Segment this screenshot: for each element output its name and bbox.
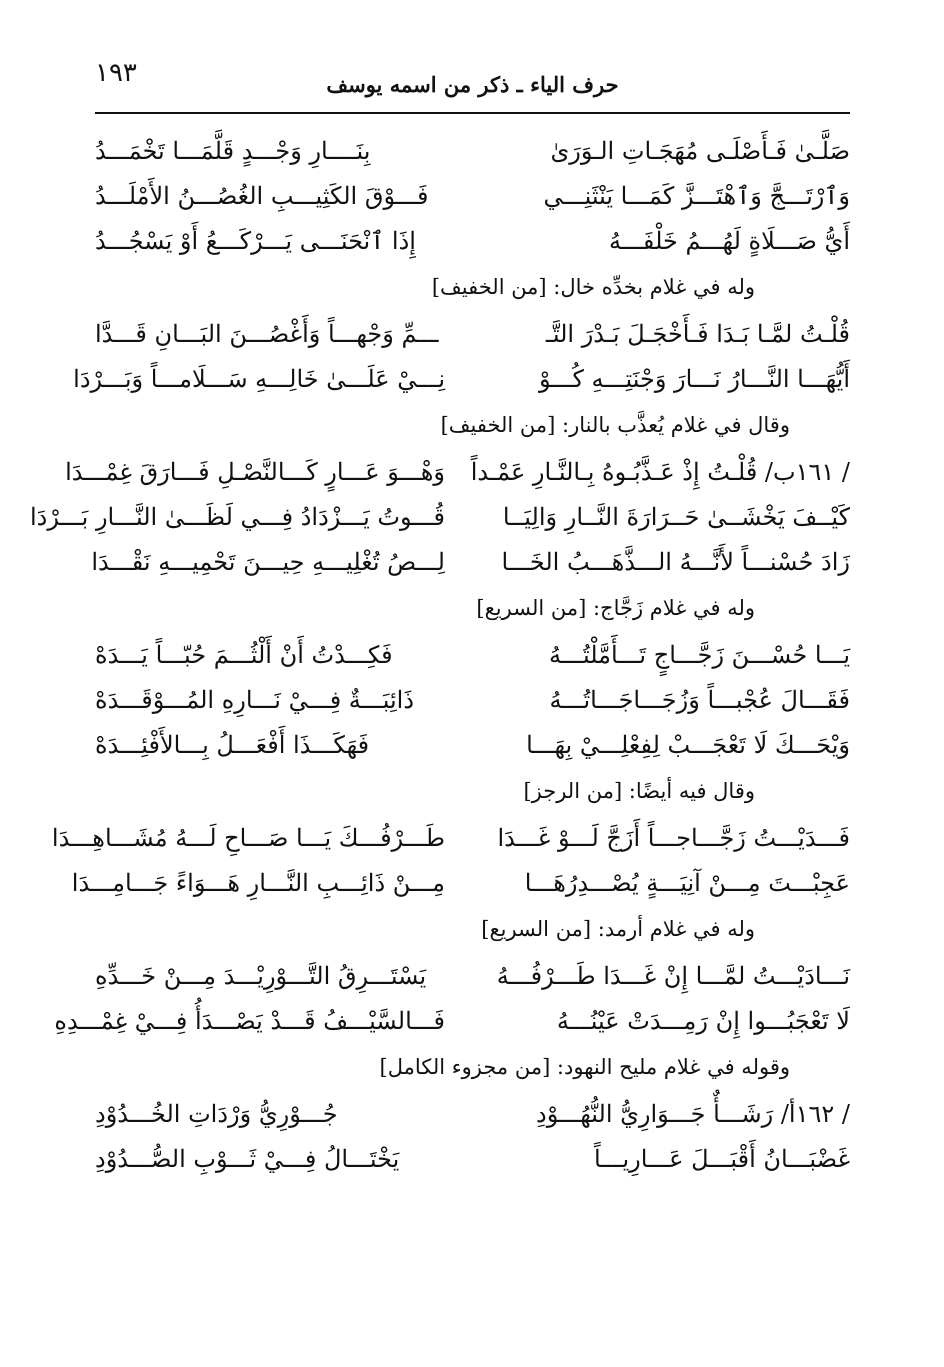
section-heading: وله في غلام أرمد: [من السريع] bbox=[481, 917, 755, 941]
verse-line bbox=[54, 998, 850, 1043]
first-hemistich: نَـــادَيْـــتُ لمَّـــا إِنْ غَـــدَا طَـــرْفُـــهُ bbox=[496, 961, 850, 990]
first-hemistich: زَادَ حُسْنـــاً لأَنَّـــهُ الـــذَّهَـــبُ الخَـــا bbox=[501, 547, 850, 576]
section-heading: وقال في غلام يُعذَّب بالنار: [من الخفيف] bbox=[440, 413, 790, 437]
verse-line bbox=[95, 173, 850, 218]
second-hemistich: مِـــنْ ذَائِـــبِ النَّـــارِ هَـــوَاءً جَـــامِـــدَا bbox=[71, 868, 445, 897]
verse-line bbox=[73, 356, 850, 401]
verse-line bbox=[91, 539, 850, 584]
section-heading: وقال فيه أيضًا: [من الرجز] bbox=[523, 779, 755, 803]
second-hemistich: فَهَكَـــذَا أَفْعَـــلُ بِـــالأَفْئِـــدَهْ bbox=[95, 730, 370, 759]
second-hemistich: إِذَا ٱنْحَنَـــى يَـــرْكَـــعُ أَوْ يَسْجُـــدُ bbox=[95, 226, 416, 255]
verse-line bbox=[65, 449, 850, 494]
running-title: حرف الياء ـ ذكر من اسمه يوسف bbox=[326, 72, 619, 97]
second-hemistich: ـــمِّ وَجْهـــاً وَأَغْصُـــنَ البَـــانِ قَـــدَّا bbox=[95, 319, 439, 348]
verse-line bbox=[95, 722, 850, 767]
first-hemistich: يَـــا حُسْـــنَ زَجَّـــاجٍ تَـــأَمَّلْتُـــهُ bbox=[549, 640, 850, 669]
page-header bbox=[95, 58, 850, 108]
second-hemistich: يَخْتَـــالُ فِـــيْ ثَـــوْبِ الصُّـــدُوْدِ bbox=[95, 1144, 400, 1173]
first-hemistich: فَـــدَيْـــتُ زَجَّـــاجـــاً أَزَجَّ لَـــوْ غَـــدَا bbox=[497, 823, 850, 852]
second-hemistich: فَـــالسَّيْـــفُ قَـــدْ يَصْـــدَأُ فِـــيْ غِمْـــدِهِ bbox=[54, 1006, 445, 1035]
verse-line bbox=[95, 311, 850, 356]
second-hemistich: يَسْتَـــرِقُ التَّـــوْرِيْـــدَ مِـــنْ خَـــدِّهِ bbox=[95, 961, 427, 990]
verse-line bbox=[95, 953, 850, 998]
section-heading: وله في غلام بخدِّه خال: [من الخفيف] bbox=[431, 275, 755, 299]
verse-line bbox=[95, 218, 850, 263]
first-hemistich: وَيْحَـــكَ لَا تَعْجَـــبْ لِفِعْلِـــيْ بِهَـــا bbox=[526, 730, 850, 759]
header-rule bbox=[95, 112, 850, 114]
verse-line bbox=[95, 1136, 850, 1181]
first-hemistich: صَلَّـىٰ فَـأَصْلَـى مُهَجَـاتِ الـوَرَىٰ bbox=[550, 136, 850, 165]
first-hemistich: قُلْـتُ لمَّـا بَـدَا فَـأَخْجَـلَ بَـدْرَ التَّـ bbox=[545, 319, 850, 348]
second-hemistich: وَهْـــوَ عَـــارٍ كَـــالنَّصْـلِ فَـــارَقَ غِمْـــدَا bbox=[65, 457, 445, 486]
first-hemistich: / ١٦٢أ/ رَشَـــأٌ جَـــوَارِيُّ النُّهُـــوْدِ bbox=[536, 1099, 850, 1128]
first-hemistich: لَا تَعْجَبُـــوا إِنْ رَمِـــدَتْ عَيْنُـــهُ bbox=[556, 1006, 850, 1035]
page-number: ١٩٣ bbox=[95, 58, 137, 88]
second-hemistich: جُـــوْرِيُّ وَرْدَاتِ الخُـــدُوْدِ bbox=[95, 1099, 338, 1128]
section-heading: وله في غلام زَجَّاج: [من السريع] bbox=[476, 596, 755, 620]
second-hemistich: لِـــصُ تُغْلِيـــهِ حِيـــنَ تَحْمِيـــهِ نَقْـــدَا bbox=[91, 547, 445, 576]
second-hemistich: فَكِـــدْتُ أَنْ أَلْثُـــمَ حُبّـــاً يَـــدَهْ bbox=[95, 640, 393, 669]
second-hemistich: بِنَــــارِ وَجْـــدٍ قَلَّمَـــا تَخْمَـــدُ bbox=[95, 136, 371, 165]
verse-line bbox=[95, 632, 850, 677]
first-hemistich: وَٱرْتَـــجَّ وَٱهْتَـــزَّ كَمَـــا يَنْثَنِـــي bbox=[543, 181, 850, 210]
verse-line bbox=[29, 494, 850, 539]
first-hemistich: أَيُّهَـــا النَّـــارُ نَـــارَ وَجْنَتِـــهِ كُـــوْ bbox=[538, 364, 850, 393]
second-hemistich: طَـــرْفُـــكَ يَـــا صَـــاحِ لَـــهُ مُشَـــاهِـــدَا bbox=[51, 823, 445, 852]
second-hemistich: نِـــيْ عَلَـــىٰ خَالِـــهِ سَـــلَامـــاً وَبَـــرْدَا bbox=[73, 364, 445, 393]
second-hemistich: فَـــوْقَ الكَثِيـــبِ الغُصُـــنُ الأَمْلَـــدُ bbox=[95, 181, 429, 210]
poem-body bbox=[29, 128, 850, 1181]
first-hemistich: / ١٦١ب/ قُلْـتُ إِذْ عَـذَّبُـوهُ بِـالنَّـارِ عَمْـداً bbox=[470, 457, 850, 486]
verse-line bbox=[51, 815, 850, 860]
first-hemistich: كَيْــفَ يَخْشَــىٰ حَــرَارَةَ النَّــارِ وَالِيَــا bbox=[502, 502, 850, 531]
verse-line bbox=[95, 128, 850, 173]
second-hemistich: قُـــوتُ يَـــزْدَادُ فِـــي لَظَـــىٰ النَّـــارِ بَـــرْدَا bbox=[29, 502, 445, 531]
section-heading: وقوله في غلام مليح النهود: [من مجزوء الكامل] bbox=[379, 1055, 790, 1079]
first-hemistich: غَضْبَـــانُ أَقْبَـــلَ عَـــارِيـــاً bbox=[594, 1144, 850, 1173]
verse-line bbox=[95, 677, 850, 722]
first-hemistich: عَجِبْـــتَ مِـــنْ آنِيَـــةٍ يُصْـــدِرُهَـــا bbox=[524, 868, 850, 897]
first-hemistich: أَيُّ صَـــلَاةٍ لَهُـــمُ خَلْفَـــهُ bbox=[608, 226, 850, 255]
verse-line bbox=[95, 1091, 850, 1136]
verse-line bbox=[71, 860, 850, 905]
first-hemistich: فَقَـــالَ عُجْبـــاً وَزُجَـــاجَـــاتُـــهُ bbox=[549, 685, 850, 714]
second-hemistich: ذَائِبَـــةٌ فِـــيْ نَـــارِهِ المُـــوْقَـــدَهْ bbox=[95, 685, 415, 714]
